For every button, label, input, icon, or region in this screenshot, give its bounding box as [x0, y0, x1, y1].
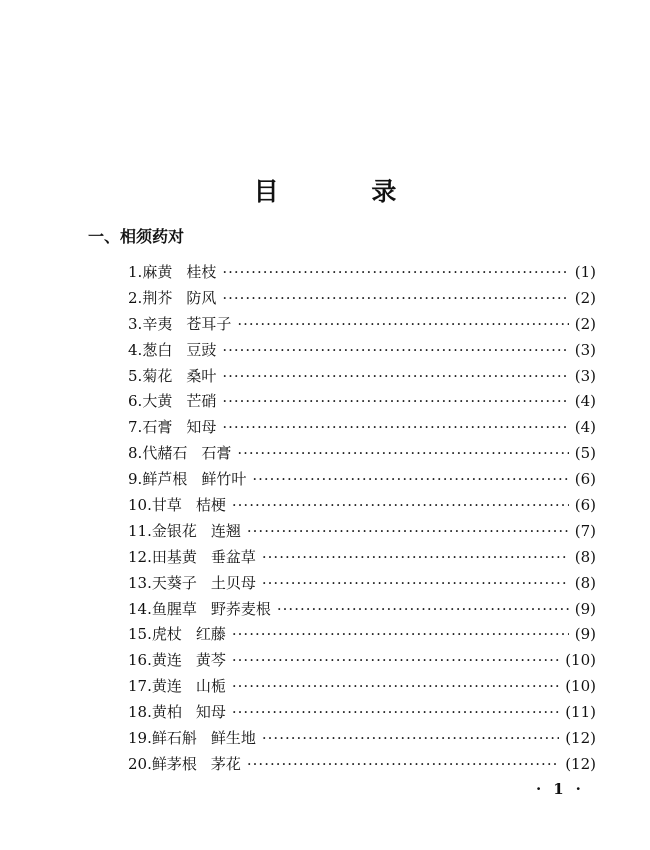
entry-herb-first: 荆芥 — [142, 288, 173, 307]
toc-entry — [128, 622, 596, 648]
entry-herb-first: 金银花 — [151, 521, 197, 540]
dot-leader — [232, 674, 559, 700]
entry-herb-second: 苍耳子 — [186, 314, 232, 333]
dot-leader — [222, 286, 568, 312]
entry-page-number: (8) — [574, 573, 596, 592]
entry-number: 11. — [128, 521, 152, 540]
entry-herb-second: 土贝母 — [210, 573, 256, 592]
entry-page-number: (6) — [574, 496, 596, 515]
entry-page-number: (10) — [565, 651, 596, 670]
entry-number: 2. — [128, 288, 143, 307]
entry-herb-second: 垂盆草 — [210, 547, 256, 566]
entry-herb-second: 鲜生地 — [210, 729, 256, 748]
entry-herb-second: 连翘 — [210, 521, 241, 540]
toc-entry — [128, 389, 596, 415]
entry-page-number: (12) — [565, 729, 596, 748]
dot-leader — [237, 441, 568, 467]
entry-number: 9. — [128, 470, 143, 489]
entry-herb-second: 鲜竹叶 — [201, 470, 247, 489]
entry-page-number: (4) — [574, 418, 596, 437]
entry-page-number: (9) — [574, 599, 596, 618]
entry-number: 10. — [128, 496, 152, 515]
toc-entry — [128, 674, 596, 700]
entry-herb-first: 大黄 — [142, 392, 173, 411]
entry-page-number: (5) — [574, 444, 596, 463]
entry-number: 17. — [128, 677, 152, 696]
entry-herb-second: 知母 — [186, 418, 217, 437]
dot-leader — [262, 545, 569, 571]
footer-dot-right: · — [575, 780, 581, 798]
entry-page-number: (12) — [565, 754, 596, 773]
entry-number: 12. — [128, 547, 152, 566]
toc-entry — [128, 726, 596, 752]
toc-entry — [128, 467, 596, 493]
footer-dot-left: · — [536, 780, 542, 798]
entry-number: 14. — [128, 599, 152, 618]
entry-page-number: (10) — [565, 677, 596, 696]
toc-entry — [128, 286, 596, 312]
entry-herb-first: 天葵子 — [151, 573, 197, 592]
entry-herb-second: 知母 — [195, 703, 226, 722]
entry-page-number: (4) — [574, 392, 596, 411]
toc-entry — [128, 364, 596, 390]
entry-herb-first: 葱白 — [142, 340, 173, 359]
section-heading: 一、相须药对 — [88, 227, 185, 246]
toc-entry — [128, 312, 596, 338]
dot-leader — [232, 648, 559, 674]
entry-herb-first: 辛夷 — [142, 314, 173, 333]
toc-entry — [128, 752, 596, 778]
entry-herb-second: 黄芩 — [195, 651, 226, 670]
toc-entry — [128, 597, 596, 623]
entry-page-number: (11) — [565, 703, 596, 722]
toc-entry — [128, 571, 596, 597]
entry-herb-first: 虎杖 — [151, 625, 182, 644]
entry-herb-second: 红藤 — [195, 625, 226, 644]
entry-number: 3. — [128, 314, 143, 333]
dot-leader — [252, 467, 568, 493]
entry-herb-second: 山栀 — [195, 677, 226, 696]
entry-page-number: (2) — [574, 314, 596, 333]
entry-herb-second: 豆豉 — [186, 340, 217, 359]
entry-herb-second: 芒硝 — [186, 392, 217, 411]
dot-leader — [232, 700, 559, 726]
entry-herb-second: 防风 — [186, 288, 217, 307]
entry-number: 8. — [128, 444, 143, 463]
dot-leader — [237, 312, 568, 338]
entry-number: 1. — [128, 263, 143, 281]
entry-herb-first: 鲜芦根 — [142, 470, 188, 489]
entry-herb-first: 鲜石斛 — [151, 729, 197, 748]
toc-entry — [128, 260, 596, 286]
entry-herb-second: 茅花 — [210, 754, 241, 773]
dot-leader — [262, 726, 559, 752]
dot-leader — [262, 571, 569, 597]
entry-herb-first: 甘草 — [151, 496, 182, 515]
page-footer — [530, 780, 587, 798]
dot-leader — [222, 260, 568, 286]
dot-leader — [232, 493, 569, 519]
toc-entry — [128, 338, 596, 364]
entry-herb-first: 田基黄 — [151, 547, 197, 566]
entry-herb-first: 菊花 — [142, 366, 173, 385]
toc-entry — [128, 519, 596, 545]
entry-herb-second: 桑叶 — [186, 366, 217, 385]
entry-number: 5. — [128, 366, 143, 385]
entry-page-number: (9) — [574, 625, 596, 644]
entry-herb-first: 麻黄 — [142, 263, 173, 281]
entry-herb-first: 代赭石 — [142, 444, 188, 463]
page-title: 目 录 — [253, 177, 439, 206]
toc-entry — [128, 700, 596, 726]
entry-page-number: (7) — [574, 521, 596, 540]
dot-leader — [222, 415, 568, 441]
entry-number: 13. — [128, 573, 152, 592]
dot-leader — [222, 389, 568, 415]
entry-herb-second: 石膏 — [201, 444, 232, 463]
entry-herb-first: 黄柏 — [151, 703, 182, 722]
dot-leader — [247, 752, 559, 778]
entry-herb-first: 石膏 — [142, 418, 173, 437]
entry-herb-second: 野荞麦根 — [210, 599, 271, 618]
toc-entry — [128, 415, 596, 441]
toc-entry — [128, 648, 596, 674]
entry-number: 19. — [128, 729, 152, 748]
entry-number: 18. — [128, 703, 152, 722]
dot-leader — [222, 364, 568, 390]
dot-leader — [232, 622, 569, 648]
footer-page-number: 1 — [553, 780, 564, 798]
toc-entry — [128, 441, 596, 467]
entry-number: 7. — [128, 418, 143, 437]
entry-number: 20. — [128, 754, 152, 773]
entry-page-number: (1) — [574, 263, 596, 281]
entry-herb-first: 黄连 — [151, 677, 182, 696]
entry-herb-first: 黄连 — [151, 651, 182, 670]
entry-number: 16. — [128, 651, 152, 670]
entry-number: 6. — [128, 392, 143, 411]
entry-page-number: (2) — [574, 288, 596, 307]
entry-page-number: (3) — [574, 366, 596, 385]
entry-number: 4. — [128, 340, 143, 359]
entry-herb-second: 桂枝 — [186, 263, 217, 281]
dot-leader — [247, 519, 569, 545]
dot-leader — [277, 597, 569, 623]
toc-list — [128, 260, 596, 778]
entry-herb-first: 鲜茅根 — [151, 754, 197, 773]
entry-herb-second: 桔梗 — [195, 496, 226, 515]
toc-entry — [128, 493, 596, 519]
entry-number: 15. — [128, 625, 152, 644]
entry-page-number: (6) — [574, 470, 596, 489]
dot-leader — [222, 338, 568, 364]
entry-page-number: (8) — [574, 547, 596, 566]
entry-page-number: (3) — [574, 340, 596, 359]
entry-herb-first: 鱼腥草 — [151, 599, 197, 618]
toc-entry — [128, 545, 596, 571]
